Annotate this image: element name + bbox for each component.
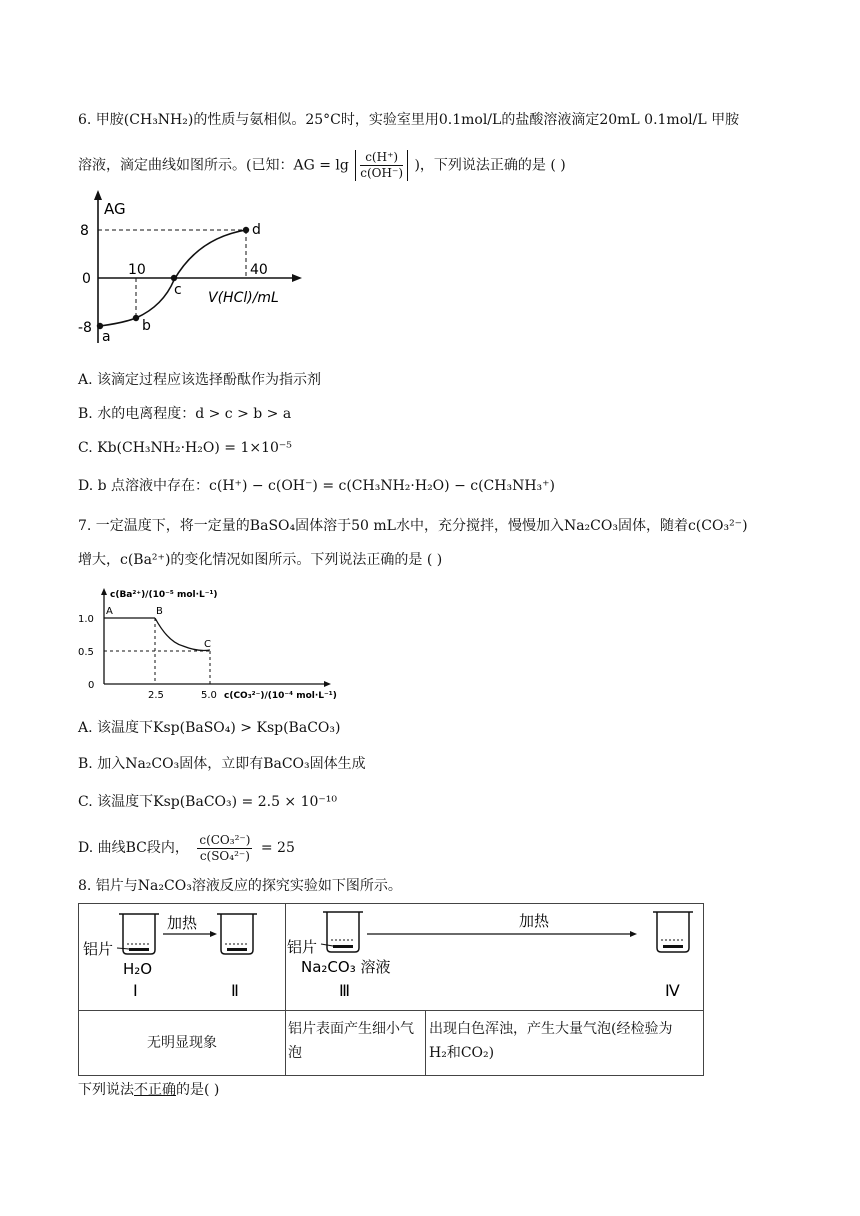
q6-option-a: A. 该滴定过程应该选择酚酞作为指示剂 (78, 372, 322, 388)
q8-cell-small-bubbles (286, 1011, 426, 1075)
q8-observation-row (79, 1010, 703, 1075)
q7-option-d-prefix: D. 曲线BC段内， (78, 840, 189, 856)
q8-label-h2o: H₂O (123, 960, 153, 978)
q6-titration-chart (78, 188, 310, 348)
q8-experiment-table (78, 903, 704, 1076)
q8-al-sheet-2 (227, 948, 247, 951)
q6-option-d: D. b 点溶液中存在：c(H⁺) − c(OH⁻) = c(CH₃NH₂·H₂O) − c(CH₃NH₃⁺) (78, 478, 556, 494)
q6-option-b: B. 水的电离程度：d > c > b > a (78, 406, 292, 422)
q8-question-underline: 不正确 (134, 1082, 176, 1098)
q7-label-A: A (106, 606, 113, 617)
q8-arrow-1-head (210, 931, 217, 937)
q6-label-c: c (174, 282, 182, 298)
q6-stem-line1: 6. 甲胺(CH₃NH₂)的性质与氨相似。25°C时，实验室里用0.1mol/L的盐酸溶液滴定20mL 0.1mol/L 甲胺 (78, 112, 740, 128)
q6-ytick-8: 8 (80, 223, 89, 239)
q6-option-c: C. Kb(CH₃NH₂·H₂O) = 1×10⁻⁵ (78, 440, 292, 456)
q7-option-d-suffix: = 25 (260, 840, 295, 856)
q6-ag-fraction (355, 150, 408, 181)
q8-cell-2-line1: 铝片表面产生细小气 (288, 1021, 414, 1037)
q8-cell-3-line2: H₂和CO₂) (429, 1045, 495, 1061)
q7-x-arrow (324, 681, 331, 687)
q7-xtick-25: 2.5 (148, 690, 164, 701)
q7-xtick-50: 5.0 (201, 690, 217, 701)
q6-xtick-40: 40 (250, 262, 268, 278)
q7-y-arrow (101, 588, 107, 595)
q6-label-b: b (142, 318, 151, 334)
q8-right-apparatus (285, 904, 703, 1010)
q7-y-label: c(Ba²⁺)/(10⁻⁵ mol·L⁻¹) (110, 590, 218, 600)
q8-cell-3-line1: 出现白色浑浊，产生大量气泡(经检验为 (429, 1021, 673, 1037)
q8-arrow-2-head (630, 931, 637, 937)
q7-label-C: C (204, 639, 211, 650)
q6-frac-numerator: c(H⁺) (360, 150, 403, 166)
q8-al-sheet-3 (333, 945, 353, 948)
q8-figure-right (285, 904, 703, 1010)
q6-label-d: d (252, 222, 261, 238)
q7-curve-bc (155, 618, 210, 651)
q8-al-sheet-4 (663, 945, 683, 948)
q8-question (78, 1080, 219, 1100)
q8-heat-label-2: 加热 (519, 912, 550, 930)
q7-ytick-05: 0.5 (78, 647, 94, 658)
q8-label-na2co3: Na₂CO₃ 溶液 (301, 958, 391, 976)
q8-left-apparatus (79, 904, 285, 1010)
q8-heat-label-1: 加热 (167, 914, 198, 932)
q7-ytick-1: 1.0 (78, 614, 94, 625)
q8-question-suffix: 的是( ) (176, 1082, 220, 1098)
q8-cell-2-line2: 泡 (288, 1045, 302, 1061)
q7-option-d-fraction (197, 833, 252, 864)
q8-pointer-1 (117, 948, 129, 949)
q6-label-a: a (102, 329, 111, 345)
q8-cell-no-change (79, 1011, 286, 1075)
q6-xtick-10: 10 (128, 262, 146, 278)
q7-frac-numerator: c(CO₃²⁻) (199, 832, 251, 847)
q8-label-al-3: 铝片 (287, 938, 318, 956)
q6-x-arrow (292, 274, 302, 282)
q7-x-label: c(CO₃²⁻)/(10⁻⁴ mol·L⁻¹) (224, 691, 337, 701)
q6-point-d (243, 227, 249, 233)
q8-question-prefix: 下列说法 (78, 1082, 134, 1098)
q7-option-d (78, 830, 295, 866)
q7-frac-denominator: c(SO₄²⁻) (199, 848, 250, 863)
q6-point-c (171, 275, 177, 281)
q7-stem-line2: 增大，c(Ba²⁺)的变化情况如图所示。下列说法正确的是 ( ) (78, 552, 443, 568)
q6-stem-question: )，下列说法正确的是 ( ) (414, 157, 566, 174)
q7-option-a: A. 该温度下Ksp(BaSO₄) > Ksp(BaCO₃) (78, 720, 341, 736)
q8-figure-left (79, 904, 286, 1010)
q7-option-b: B. 加入Na₂CO₃固体，立即有BaCO₃固体生成 (78, 756, 366, 772)
q7-label-B: B (156, 606, 163, 617)
q8-roman-3: Ⅲ (339, 981, 351, 1000)
q8-stem: 8. 铝片与Na₂CO₃溶液反应的探究实验如下图所示。 (78, 878, 402, 894)
q8-roman-2: Ⅱ (231, 981, 239, 1000)
q8-al-sheet-1 (129, 948, 149, 951)
q6-ytick-0: 0 (82, 271, 91, 287)
q8-cell-1-text: 无明显现象 (147, 1035, 217, 1051)
q6-point-b (133, 315, 139, 321)
q6-ytick-neg8: -8 (78, 320, 92, 336)
q6-stem-line2 (78, 150, 566, 181)
q8-roman-4: Ⅳ (665, 981, 680, 1000)
q8-label-al-1: 铝片 (83, 940, 114, 958)
q6-frac-denominator: c(OH⁻) (360, 166, 404, 180)
q6-y-label: AG (104, 200, 126, 218)
q6-x-label: V(HCl)/mL (208, 290, 279, 306)
q6-stem-text: 溶液，滴定曲线如图所示。(已知：AG = lg (78, 157, 349, 174)
q8-roman-1: Ⅰ (133, 981, 138, 1000)
q6-y-arrow (94, 190, 102, 200)
q7-option-c: C. 该温度下Ksp(BaCO₃) = 2.5 × 10⁻¹⁰ (78, 794, 338, 810)
q7-ba-conc-chart (78, 584, 340, 704)
q7-ytick-0: 0 (88, 680, 95, 691)
q7-stem-line1: 7. 一定温度下，将一定量的BaSO₄固体溶于50 mL水中，充分搅拌，慢慢加入Na₂CO₃固体，随着c(CO₃²⁻) (78, 518, 748, 534)
q8-cell-turbid (427, 1011, 703, 1075)
